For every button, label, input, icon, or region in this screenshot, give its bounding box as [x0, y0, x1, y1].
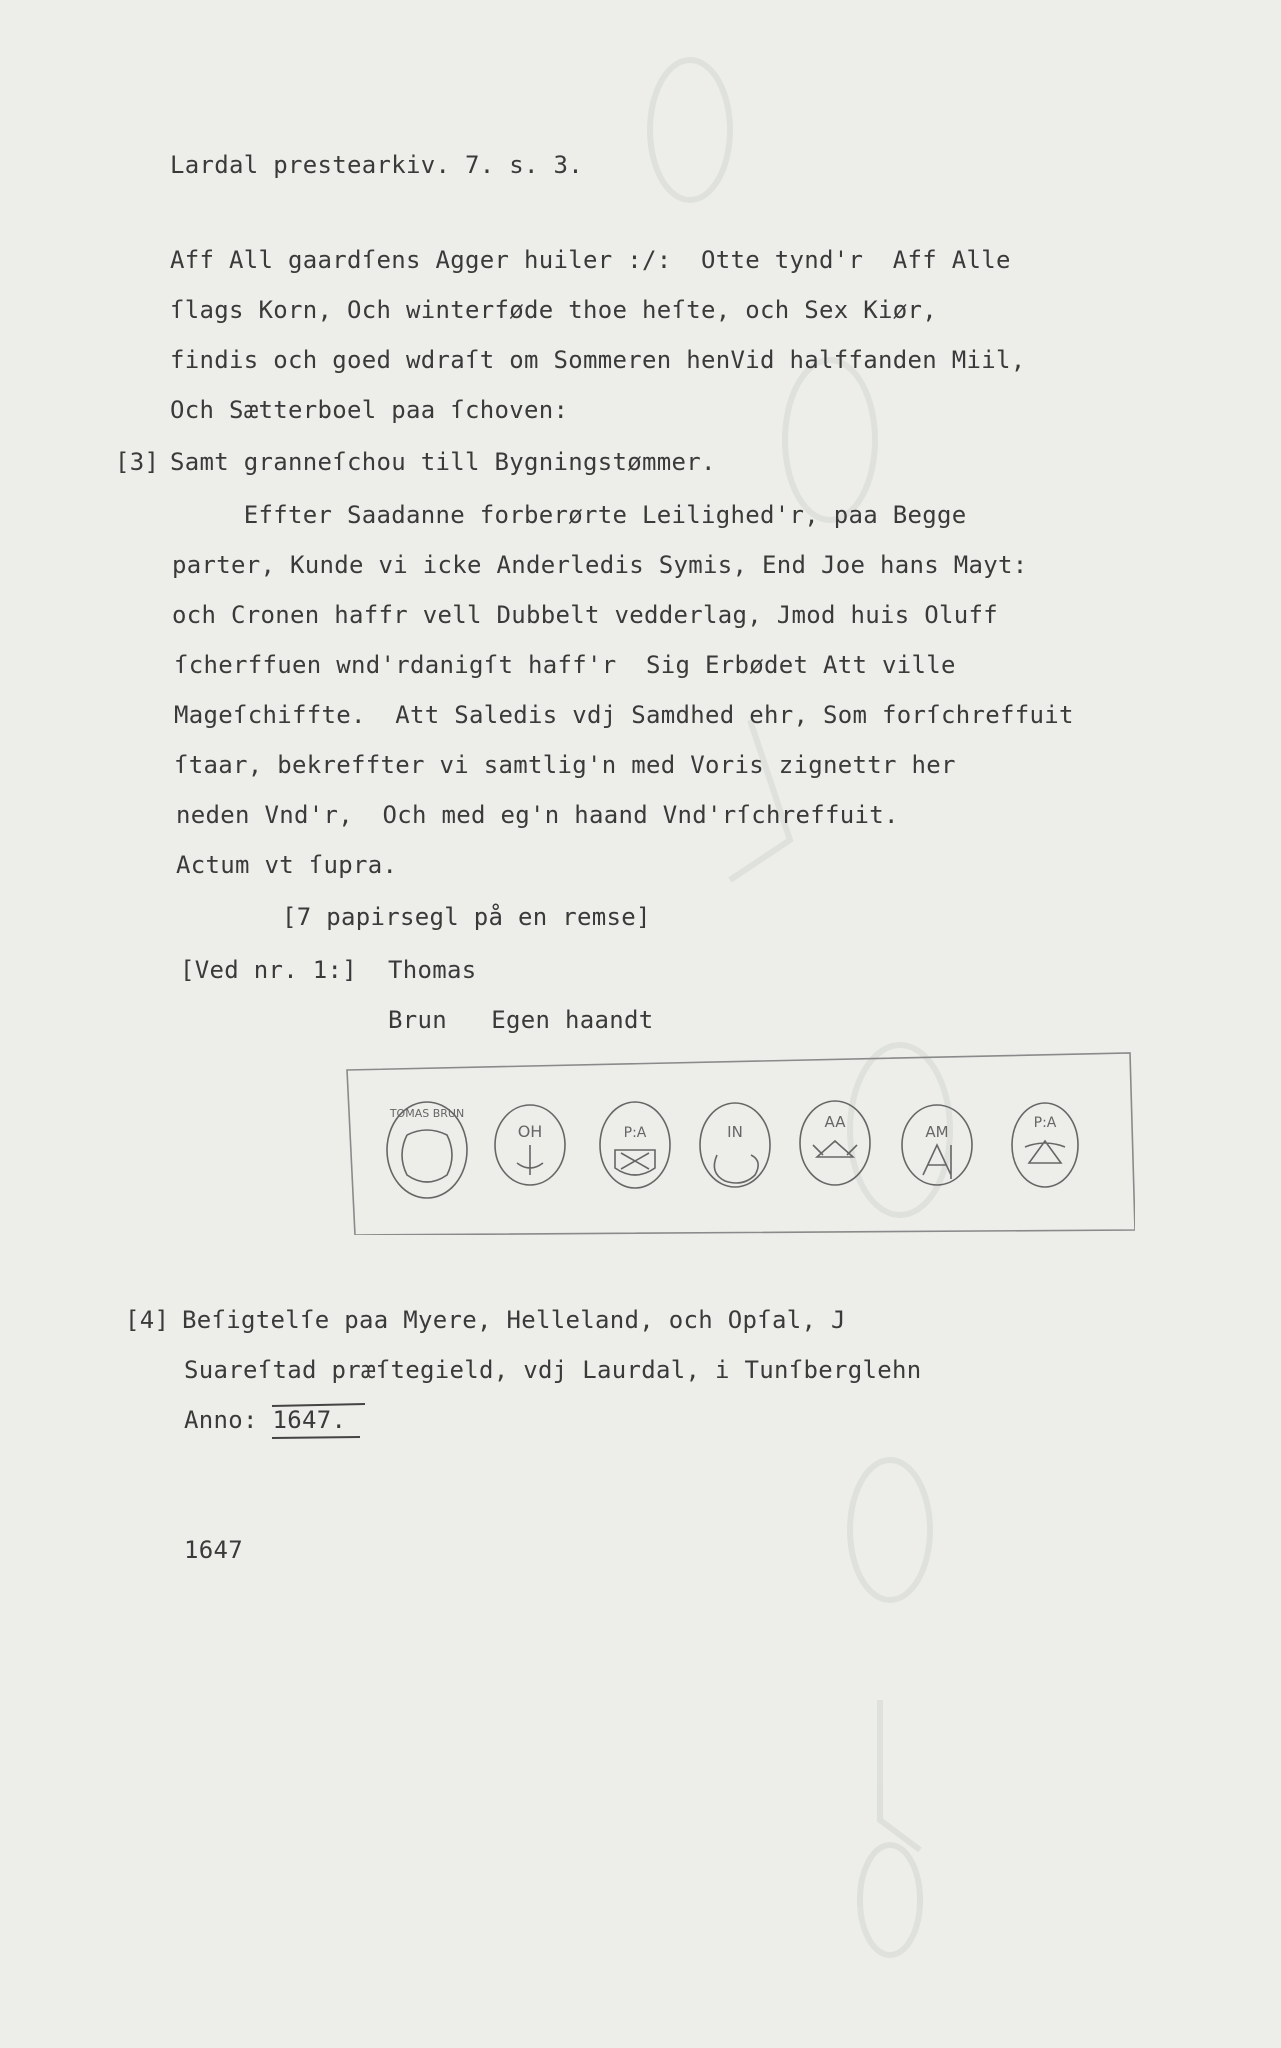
- seal-icon: [495, 1105, 565, 1185]
- section-marker-4: [4]: [125, 1306, 170, 1334]
- seal-icon: [1012, 1103, 1078, 1187]
- text-line: parter, Kunde vi icke Anderledis Symis, End Joe hans Mayt:: [172, 551, 1028, 579]
- text-line: ſcherffuen wnd'rdanigſt haff'r Sig Erbødet Att ville: [174, 651, 956, 679]
- seal-label: P:A: [623, 1125, 647, 1141]
- footer-year: 1647: [184, 1536, 243, 1564]
- text-line: Suareſtad præſtegield, vdj Laurdal, i Tunſberglehn: [184, 1356, 922, 1384]
- text-line: Effter Saadanne forberørte Leilighed'r, paa Begge: [170, 501, 967, 529]
- seal-label: IN: [727, 1123, 743, 1141]
- seal-icon: [387, 1102, 467, 1198]
- signature-line: Thomas: [388, 956, 477, 984]
- seal-label: OH: [517, 1122, 543, 1141]
- text-line: Anno: 1647.: [184, 1406, 347, 1434]
- text-line: Och Sætterboel paa ſchoven:: [170, 396, 569, 424]
- seal-label: P:A: [1033, 1115, 1057, 1131]
- text-line: findis och goed wdraſt om Sommeren henVid halffanden Miil,: [170, 346, 1026, 374]
- text-line: Aff All gaardſens Agger huiler :/: Otte tynd'r Aff Alle: [170, 246, 1011, 274]
- seal-note: [7 papirsegl på en remse]: [282, 903, 651, 931]
- seal-icon: [700, 1103, 770, 1187]
- seal-label: AA: [824, 1113, 846, 1131]
- text-line: ſlags Korn, Och winterføde thoe heſte, och Sex Kiør,: [170, 296, 937, 324]
- text-line: Samt granneſchou till Bygningstømmer.: [170, 448, 716, 476]
- text-line: neden Vnd'r, Och med eg'n haand Vnd'rſchreffuit.: [176, 801, 899, 829]
- seal-icon: [600, 1102, 670, 1188]
- text-line: Beſigtelſe paa Myere, Helleland, och Opſal, J: [182, 1306, 846, 1334]
- text-line: och Cronen haffr vell Dubbelt vedderlag, Jmod huis Oluff: [172, 601, 998, 629]
- signature-line: Brun Egen haandt: [388, 1006, 654, 1034]
- seal-icon: [800, 1101, 870, 1185]
- seal-icon: [902, 1105, 972, 1185]
- text-line: Mageſchiffte. Att Saledis vdj Samdhed ehr, Som forſchreffuit: [174, 701, 1074, 729]
- text-line: Actum vt ſupra.: [176, 851, 398, 879]
- section-marker-3: [3]: [115, 448, 160, 476]
- archive-reference: Lardal prestearkiv. 7. s. 3.: [170, 151, 583, 179]
- seal-label: AM: [925, 1123, 949, 1141]
- seal-icons: [387, 1101, 1078, 1198]
- signature-prefix: [Ved nr. 1:]: [180, 956, 357, 984]
- seal-strip-drawing: [345, 1045, 1135, 1235]
- text-line: ſtaar, bekreffter vi samtlig'n med Voris zignettr her: [174, 751, 956, 779]
- seal-label: TOMAS BRUN: [389, 1107, 465, 1120]
- year-overline-underline: [270, 1402, 370, 1442]
